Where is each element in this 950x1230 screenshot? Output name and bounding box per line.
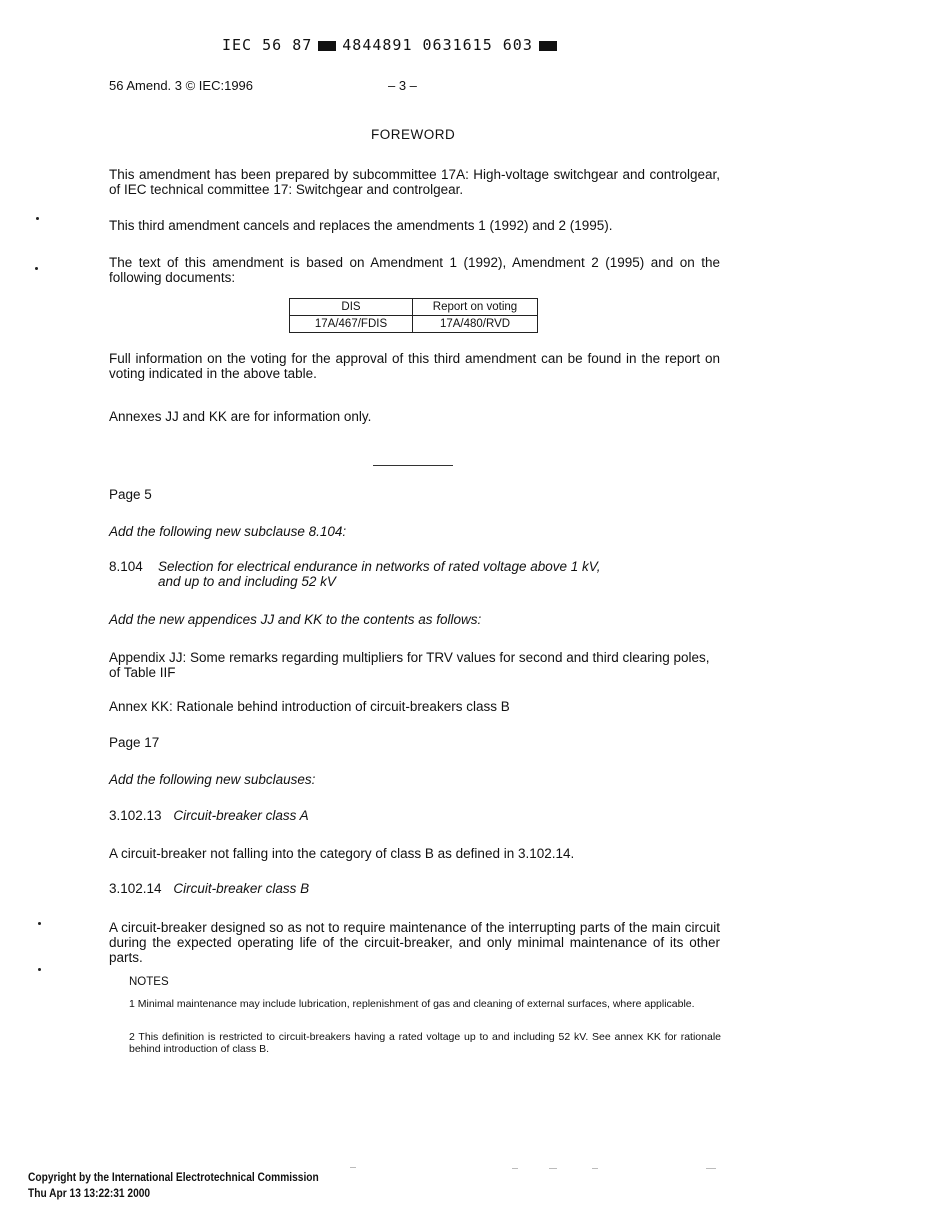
page17-heading: Page 17 [109, 735, 160, 750]
annex-kk: Annex KK: Rationale behind introduction of circuit-breakers class B [109, 699, 510, 714]
footer-timestamp: Thu Apr 13 13:22:31 2000 [28, 1186, 151, 1200]
page17-instruction: Add the following new subclauses: [109, 772, 316, 787]
table-header-cell: Report on voting [413, 299, 538, 316]
scan-dot [38, 922, 41, 925]
clause-number: 3.102.14 [109, 881, 162, 896]
table-header-cell: DIS [290, 299, 413, 316]
page5-instruction: Add the following new subclause 8.104: [109, 524, 347, 539]
page-number: – 3 – [388, 78, 417, 93]
scan-block [539, 41, 557, 51]
scan-dot [36, 217, 39, 220]
clause-title: Circuit-breaker class A [173, 808, 309, 823]
foreword-title: FOREWORD [371, 127, 456, 142]
note-item: 1 Minimal maintenance may include lubrication, replenishment of gas and cleaning of external surfaces, where applicable. [129, 998, 695, 1010]
scan-speck [706, 1168, 716, 1169]
clause-3-102-14 [109, 881, 309, 896]
scan-dot [38, 968, 41, 971]
clause-title: Circuit-breaker class B [173, 881, 310, 896]
notes-heading: NOTES [129, 976, 169, 988]
scan-speck [549, 1168, 557, 1169]
clause-title-line2: and up to and including 52 kV [158, 574, 336, 589]
table-cell: 17A/480/RVD [413, 316, 538, 333]
clause-8-104 [109, 559, 601, 589]
scan-speck [592, 1168, 598, 1169]
voting-table [289, 298, 538, 333]
foreword-paragraph: The text of this amendment is based on Amendment 1 (1992), Amendment 2 (1995) and on the following documents: [109, 255, 720, 285]
clause-number: 8.104 [109, 559, 143, 574]
clause-3-102-13 [109, 808, 309, 823]
foreword-paragraph: This amendment has been prepared by subcommittee 17A: High-voltage switchgear and controlgear, of IEC technical committee 17: Switchgear and controlgear. [109, 167, 720, 197]
scan-dot [35, 267, 38, 270]
scan-header [222, 36, 563, 54]
foreword-paragraph: Annexes JJ and KK are for information only. [109, 409, 372, 424]
note-item: 2 This definition is restricted to circuit-breakers having a rated voltage up to and including 52 kV. See annex KK for rationale behind introduction of class B. [129, 1031, 721, 1055]
document-reference: 56 Amend. 3 © IEC:1996 [109, 78, 254, 93]
table-header-row [290, 299, 538, 316]
appendix-jj: Appendix JJ: Some remarks regarding multipliers for TRV values for second and third clearing poles, of Table IIF [109, 650, 710, 680]
foreword-paragraph: This third amendment cancels and replaces the amendments 1 (1992) and 2 (1995). [109, 218, 613, 233]
footer-copyright: Copyright by the International Electrotechnical Commission [28, 1170, 319, 1184]
scan-header-middle: 4844891 0631615 603 [342, 36, 533, 54]
clause-number: 3.102.13 [109, 808, 162, 823]
page5-heading: Page 5 [109, 487, 152, 502]
scan-header-left: IEC 56 87 [222, 36, 313, 54]
clause-text: A circuit-breaker not falling into the category of class B as defined in 3.102.14. [109, 846, 575, 861]
scan-speck [512, 1168, 518, 1169]
scan-speck [350, 1167, 356, 1168]
scan-block [318, 41, 336, 51]
table-row [290, 316, 538, 333]
section-divider [373, 465, 453, 466]
clause-title-line1: Selection for electrical endurance in networks of rated voltage above 1 kV, [158, 559, 601, 574]
clause-text: A circuit-breaker designed so as not to require maintenance of the interrupting parts of the main circuit during the expected operating life of the circuit-breaker, and only minimal maintenance of its other parts. [109, 920, 720, 965]
foreword-paragraph: Full information on the voting for the approval of this third amendment can be found in the report on voting indicated in the above table. [109, 351, 720, 381]
page5-instruction: Add the new appendices JJ and KK to the contents as follows: [109, 612, 482, 627]
table-cell: 17A/467/FDIS [290, 316, 413, 333]
